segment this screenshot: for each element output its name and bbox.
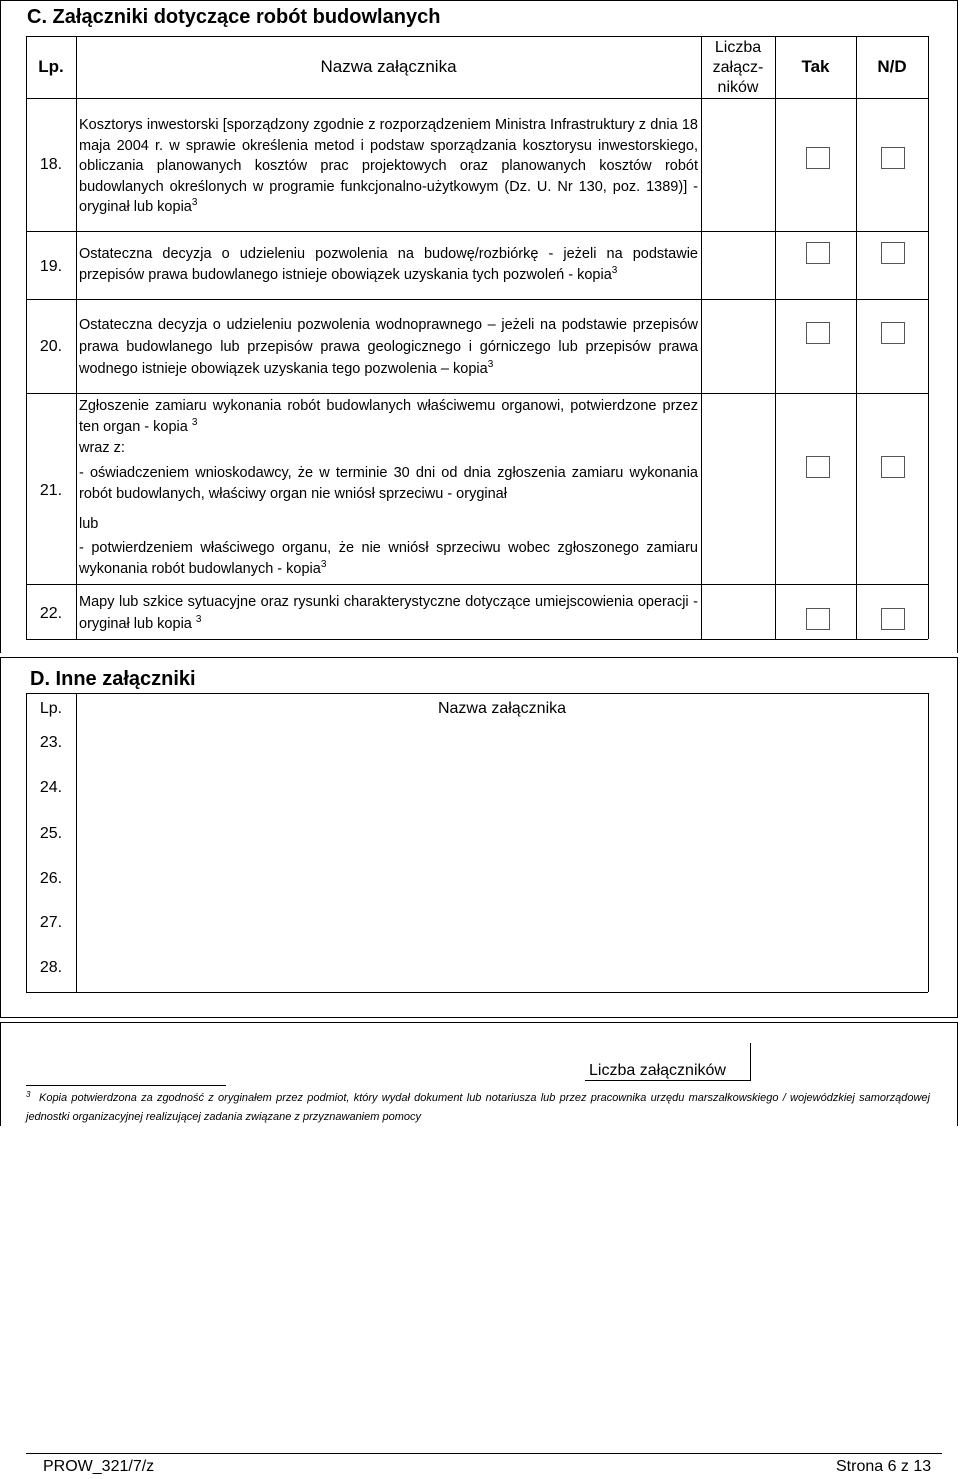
count-box-rule bbox=[750, 1043, 751, 1080]
attachments-count-label: Liczba załączników bbox=[589, 1062, 726, 1079]
row-number: 22. bbox=[39, 605, 63, 622]
header-name: Nazwa załącznika bbox=[437, 700, 567, 717]
na-checkbox[interactable] bbox=[881, 147, 905, 169]
col-rule bbox=[76, 693, 77, 992]
paragraph: - oświadczeniem wnioskodawcy, że w terminie 30 dni od dnia zgłoszenia zamiaru wykonania robót budowlanych, właściwy organ nie wniósł sprzeciwu - oryginał bbox=[79, 465, 698, 502]
section-c-title: C. Załączniki dotyczące robót budowlanych bbox=[27, 6, 441, 28]
header-na: N/D bbox=[877, 57, 907, 76]
paragraph: lub bbox=[79, 516, 99, 532]
col-rule bbox=[701, 36, 702, 639]
row-number: 19. bbox=[39, 258, 63, 275]
row-rule bbox=[26, 299, 928, 300]
section-d-title: D. Inne załączniki bbox=[30, 668, 196, 690]
paragraph bbox=[79, 396, 698, 438]
row-text: Zgłoszenie zamiaru wykonania robót budowlanych właściwemu organowi, potwierdzone przez ten organ - kopia bbox=[79, 398, 698, 435]
yes-checkbox[interactable] bbox=[806, 456, 830, 478]
footnote-ref: 3 bbox=[611, 264, 618, 276]
footer-rule bbox=[26, 1453, 942, 1454]
attachment-description bbox=[79, 591, 698, 635]
attachment-description bbox=[79, 396, 698, 580]
footnote-ref: 3 bbox=[320, 559, 327, 570]
row-text: - potwierdzeniem właściwego organu, że nie wniósł sprzeciwu wobec zgłoszonego zamiaru wykonania robót budowlanych - kopia bbox=[79, 540, 698, 577]
row-rule bbox=[26, 584, 928, 585]
header-lp: Lp. bbox=[38, 57, 64, 76]
footnote bbox=[26, 1089, 930, 1127]
attachment-description bbox=[79, 115, 698, 218]
footnote-mark: 3 bbox=[26, 1090, 31, 1099]
col-rule bbox=[775, 36, 776, 639]
col-rule bbox=[928, 693, 929, 992]
row-text: Ostateczna decyzja o udzieleniu pozwolenia wodnoprawnego – jeżeli na podstawie przepisów prawa budowlanego lub przepisów prawa geologicznego i górniczego lub przepisów prawa wodnego istnieje obowiązek uzyskania tego pozwolenia – kopia bbox=[79, 317, 698, 377]
header-lp: Lp. bbox=[39, 700, 63, 717]
row-number: 24. bbox=[39, 779, 63, 796]
col-rule bbox=[76, 36, 77, 639]
na-checkbox[interactable] bbox=[881, 456, 905, 478]
row-text: Mapy lub szkice sytuacyjne oraz rysunki charakterystyczne dotyczące umiejscowienia operacji - oryginał lub kopia bbox=[79, 594, 698, 632]
header-bottom-rule bbox=[26, 98, 928, 99]
yes-checkbox[interactable] bbox=[806, 322, 830, 344]
row-rule bbox=[26, 393, 928, 394]
na-checkbox[interactable] bbox=[881, 242, 905, 264]
row-number: 21. bbox=[39, 482, 63, 499]
header-yes: Tak bbox=[801, 57, 830, 76]
row-number: 20. bbox=[39, 338, 63, 355]
footnote-ref: 3 bbox=[191, 417, 198, 428]
attachment-description bbox=[79, 314, 698, 380]
footnote-ref: 3 bbox=[487, 359, 494, 370]
row-text: Ostateczna decyzja o udzieleniu pozwolenia na budowę/rozbiórkę - jeżeli na podstawie przepisów prawa budowlanego istnieje obowiązek uzyskania tych pozwoleń - kopia bbox=[79, 246, 698, 283]
page-number: Strona 6 z 13 bbox=[836, 1458, 932, 1475]
row-number: 28. bbox=[39, 959, 63, 976]
count-underline bbox=[585, 1080, 751, 1081]
yes-checkbox[interactable] bbox=[806, 147, 830, 169]
row-number: 18. bbox=[39, 156, 63, 173]
yes-checkbox[interactable] bbox=[806, 242, 830, 264]
col-rule bbox=[856, 36, 857, 639]
paragraph: wraz z: bbox=[79, 440, 125, 456]
header-name: Nazwa załącznika bbox=[320, 57, 457, 76]
header-count-line3: ników bbox=[717, 79, 759, 96]
table-top-rule bbox=[26, 693, 928, 694]
form-code: PROW_321/7/z bbox=[43, 1458, 155, 1475]
footnote-ref: 3 bbox=[195, 614, 202, 625]
table-bottom-rule bbox=[26, 639, 928, 640]
footnote-rule bbox=[26, 1085, 226, 1086]
table-top-rule bbox=[26, 36, 928, 37]
row-number: 23. bbox=[39, 734, 63, 751]
row-number: 25. bbox=[39, 825, 63, 842]
paragraph bbox=[79, 538, 698, 580]
row-text: Kosztorys inwestorski [sporządzony zgodnie z rozporządzeniem Ministra Infrastruktury z dnia 18 maja 2004 r. w sprawie określenia metod i podstaw sporządzania kosztorysu inwestorskiego, obliczania planowanych kosztów prac projektowych oraz planowanych kosztów robót budowlanych określonych w programie funkcjonalno-użytkowym (Dz. U. Nr 130, poz. 1389)] - oryginał lub kopia bbox=[79, 117, 698, 215]
row-rule bbox=[26, 231, 928, 232]
col-rule bbox=[928, 36, 929, 639]
table-bottom-rule bbox=[26, 992, 928, 993]
header-count bbox=[701, 38, 775, 98]
footnote-ref: 3 bbox=[191, 197, 198, 208]
yes-checkbox[interactable] bbox=[806, 608, 830, 630]
row-number: 26. bbox=[39, 870, 63, 887]
header-count-line1: Liczba bbox=[714, 39, 762, 56]
na-checkbox[interactable] bbox=[881, 608, 905, 630]
na-checkbox[interactable] bbox=[881, 322, 905, 344]
header-count-line2: załącz- bbox=[712, 59, 764, 76]
attachment-description bbox=[79, 244, 698, 285]
footnote-text: Kopia potwierdzona za zgodność z oryginałem przez podmiot, który wydał dokument lub notariusza lub przez pracownika urzędu marszałkowskiego / wojewódzkiej samorządowej jednostki organizacyjnej realizującej zadania związane z przyznawaniem pomocy bbox=[26, 1092, 930, 1123]
row-number: 27. bbox=[39, 914, 63, 931]
